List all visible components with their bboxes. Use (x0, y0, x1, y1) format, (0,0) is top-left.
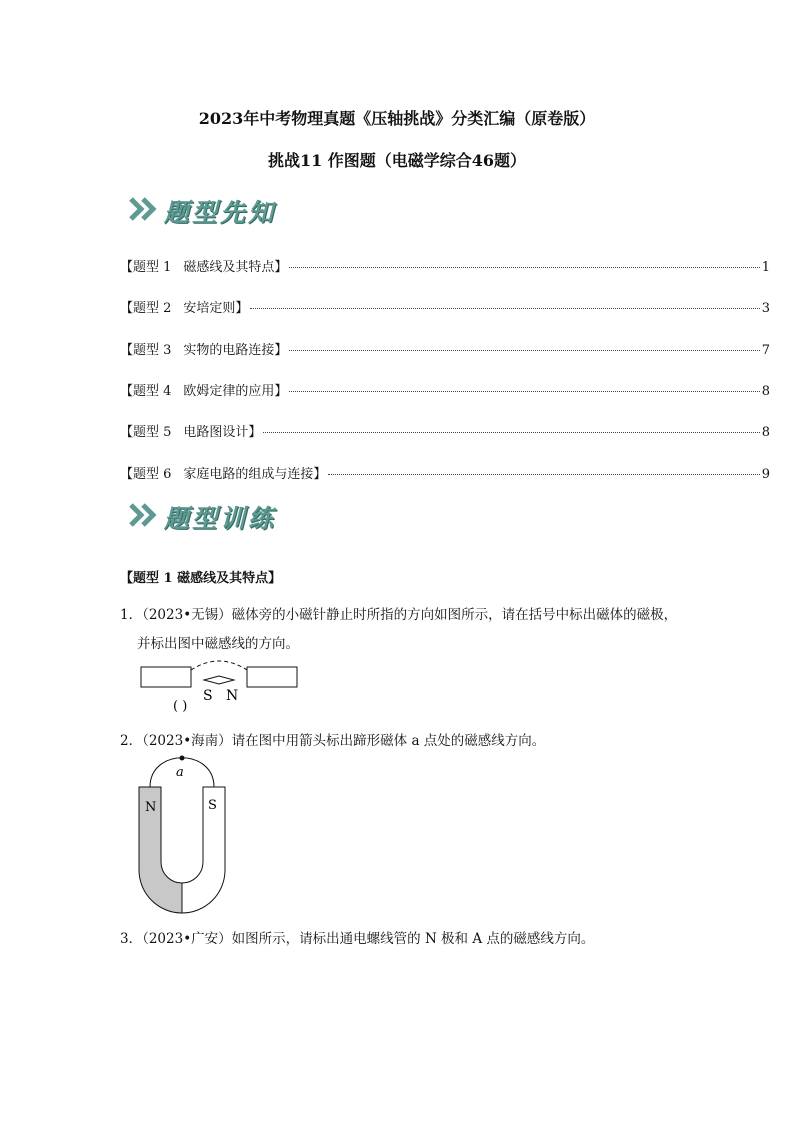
document-subtitle: 挑战11 作图题（电磁学综合46题） (267, 151, 527, 170)
section-heading: 【题型 1 磁感线及其特点】 (120, 571, 282, 586)
s-pole-arm (182, 787, 225, 913)
toc-item-1[interactable] (120, 256, 770, 274)
needle-n-label: N (226, 688, 239, 704)
point-a-label: a (176, 765, 184, 780)
toc-item-number: 【题型 5 (120, 425, 172, 440)
toc-item-page: 7 (761, 343, 770, 358)
toc-item-name: 电路图设计】 (183, 425, 262, 440)
needle-s-label: S (203, 688, 213, 704)
toc-leader-dots (289, 350, 759, 351)
toc-item-name: 实物的电路连接】 (183, 343, 288, 358)
toc-item-name: 家庭电路的组成与连接】 (183, 467, 327, 482)
toc-item-4[interactable] (120, 380, 770, 398)
toc-item-number: 【题型 4 (120, 384, 172, 399)
double-chevron-icon (128, 195, 162, 223)
n-pole-label: N (145, 800, 157, 815)
toc-item-page: 8 (761, 425, 770, 440)
document-title: 2023年中考物理真题《压轴挑战》分类汇编（原卷版） (198, 109, 596, 128)
toc-item-page: 8 (761, 384, 770, 399)
toc-leader-dots (289, 391, 759, 392)
figure-magnets-needle (135, 658, 305, 716)
toc-item-2[interactable] (120, 297, 770, 315)
toc-leader-dots (289, 267, 759, 268)
toc-item-number: 【题型 6 (120, 467, 172, 482)
toc-item-6[interactable] (120, 463, 770, 481)
toc-item-5[interactable] (120, 421, 770, 439)
question-3-text: 3．（2023•广安）如图所示，请标出通电螺线管的 N 极和 A 点的磁感线方向。 (120, 931, 595, 947)
right-bar-magnet (247, 667, 297, 687)
s-pole-label: S (208, 798, 217, 813)
toc-item-name: 安培定则】 (183, 301, 249, 316)
toc-item-name: 磁感线及其特点】 (183, 260, 288, 275)
pole-answer-blank[interactable]: ( ) (173, 699, 188, 714)
toc-item-page: 1 (761, 260, 770, 275)
toc-item-3[interactable] (120, 339, 770, 357)
toc-item-number: 【题型 3 (120, 343, 172, 358)
point-a-dot (180, 756, 185, 761)
left-bar-magnet (141, 667, 191, 687)
toc-item-number: 【题型 2 (120, 301, 172, 316)
question-1-text-line2: 并标出图中磁感线的方向。 (137, 636, 299, 652)
toc-leader-dots (250, 308, 759, 309)
figure-horseshoe-magnet (134, 752, 234, 918)
toc-item-page: 3 (761, 301, 770, 316)
double-chevron-icon (128, 501, 162, 529)
banner-practice-text: 题型训练 (164, 504, 277, 533)
compass-needle (204, 676, 234, 684)
question-2-text: 2．（2023•海南）请在图中用箭头标出蹄形磁体 a 点处的磁感线方向。 (120, 733, 546, 749)
banner-overview-text: 题型先知 (164, 198, 277, 227)
field-line (191, 661, 247, 670)
toc-item-name: 欧姆定律的应用】 (183, 384, 288, 399)
toc-leader-dots (328, 474, 759, 475)
toc-item-number: 【题型 1 (120, 260, 172, 275)
toc-leader-dots (263, 432, 759, 433)
question-1-text: 1．（2023•无锡）磁体旁的小磁针静止时所指的方向如图所示，请在括号中标出磁体的磁极， (120, 607, 678, 623)
toc-item-page: 9 (761, 467, 770, 482)
